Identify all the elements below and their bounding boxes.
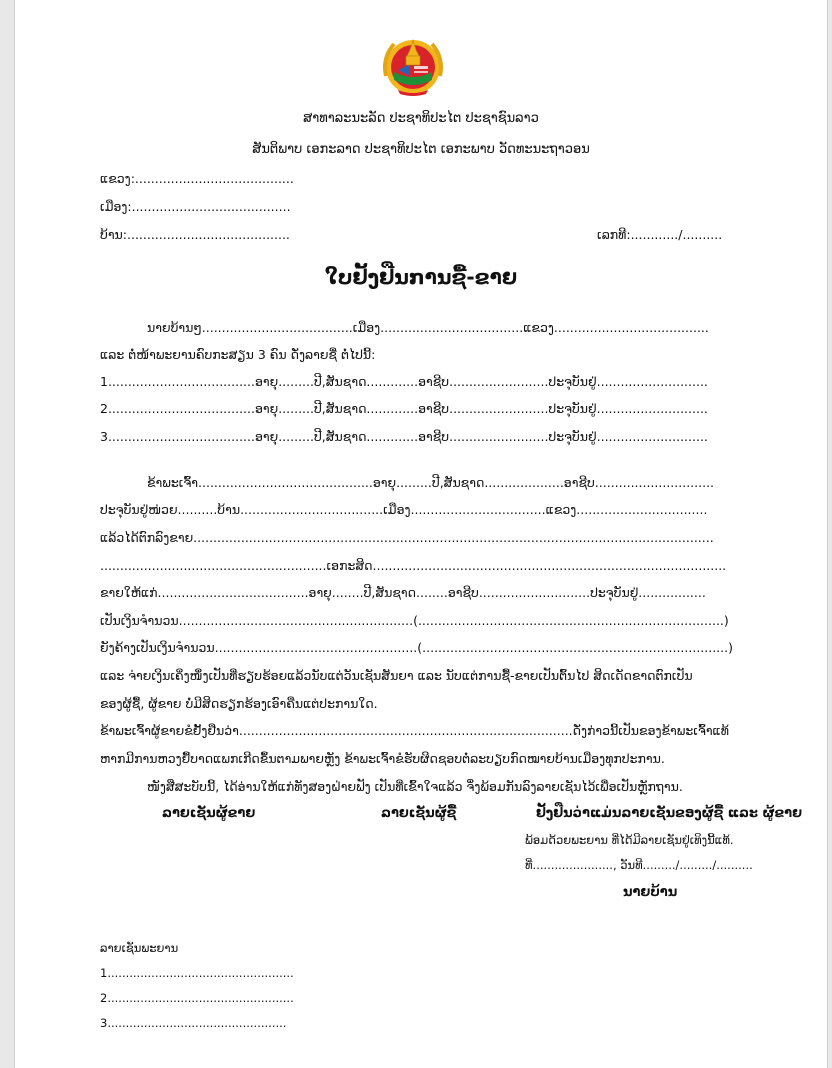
- balance-line: ຍັງຄ້າງເປັນເງິນຈຳນວນ...................................................(.............................................................................): [100, 640, 733, 655]
- witness-signature-line: 3.................................................: [100, 1016, 287, 1030]
- address-line: ປະຈຸບັນຢູ່ໜ່ວຍ..........ບ້ານ....................................ເມືອງ..................................ແຂວງ.................................: [100, 502, 708, 517]
- witness-signatures-label: ລາຍເຊັນພະຍານ: [100, 941, 179, 955]
- document-page: [14, 0, 828, 1068]
- buyer-line: ຂາຍໃຫ້ແກ່......................................ອາຍຸ........ປີ,ສັນຊາດ........ອາຊີບ............................ປະຈຸບັນຢູ່.................: [100, 585, 706, 600]
- area-line: .........................................................ເອກະສິດ.........................................................................................: [100, 558, 727, 573]
- witness-note: ພ້ອມດ້ວຍພະຍານ ທີ່ໄດ້ມີລາຍເຊັນຢູ່ເທິງນີ້ແທ້.: [525, 833, 734, 847]
- place-date-line: ທີ່......................, ວັນທີ........./........./..........: [525, 858, 753, 872]
- guarantee-line-1: ຂ້າພະເຈົ້າຜູ້ຂາຍຂໍຢັ້ງຢືນວ່າ....................................................................................ດັ່ງກ່າວນີ້ເປັນຂອງຂ້າພະເຈົ້າແທ້: [100, 723, 729, 738]
- buyer-signature-label: ລາຍເຊັນຜູ້ຊື້: [381, 806, 457, 821]
- intro-line-1: ນາຍບ້ານໆ......................................ເມືອງ....................................ແຂວງ.......................................: [147, 320, 709, 335]
- national-motto: ສັນຕິພາບ ເອກະລາດ ປະຊາທິປະໄຕ ເອກະພາບ ວັດທະນະຖາວອນ: [252, 142, 590, 157]
- witness-row: 2.....................................ອາຍຸ.........ປີ,ສັນຊາດ.............ອາຊີບ.........................ປະຈຸບັນຢູ່............................: [100, 401, 708, 416]
- witness-signature-line: 1...................................................: [100, 966, 294, 980]
- district-field: ເມືອງ:........................................: [100, 199, 291, 214]
- country-name: ສາທາລະນະລັດ ປະຊາທິປະໄຕ ປະຊາຊົນລາວ: [303, 111, 539, 126]
- certification-label: ຢັ້ງຢືນວ່າແມ່ນລາຍເຊັນຂອງຜູ້ຊື້ ແລະ ຜູ້ຂາຍ: [536, 806, 802, 821]
- guarantee-line-2: ຫາກມີການຫວງຍື້ບາດແພກເກີດຂຶ້ນຕາມພາຍຫຼັງ ຂ້າພະເຈົ້າຂໍຮັບຜິດຊອບຕໍ່ລະບຽບກົດໝາຍບ້ານເມືອງທຸກປະການ.: [100, 751, 665, 766]
- payment-line-1: ແລະ ຈ່າຍເງິນເຄິ່ງໜຶ່ງເປັນທີ່ຮຽບຮ້ອຍແລ້ວນັບແຕ່ວັນເຊັນສັນຍາ ແລະ ນັບແຕ່ການຊື້-ຂາຍເປັນຕົ້ນໄປ ສິດເດັດຂາດຕົກເປັນ: [100, 668, 693, 683]
- witness-row: 1.....................................ອາຍຸ.........ປີ,ສັນຊາດ.............ອາຊີບ.........................ປະຈຸບັນຢູ່............................: [100, 374, 708, 389]
- lao-emblem-icon: [380, 36, 446, 96]
- document-title: ໃບຢັ້ງຢືນການຊື້-ຂາຍ: [324, 265, 518, 289]
- seller-line: ຂ້າພະເຈົ້າ............................................ອາຍຸ.........ປີ,ສັນຊາດ....................ອາຊີບ..............................: [147, 475, 715, 490]
- price-line: ເປັນເງິນຈຳນວນ...........................................................(.............................................................................): [100, 613, 729, 628]
- witness-row: 3.....................................ອາຍຸ.........ປີ,ສັນຊາດ.............ອາຊີບ.........................ປະຈຸບັນຢູ່............................: [100, 429, 708, 444]
- witness-signature-line: 2...................................................: [100, 991, 294, 1005]
- seller-signature-label: ລາຍເຊັນຜູ້ຂາຍ: [162, 806, 256, 821]
- payment-line-2: ຂອງຜູ້ຊື້, ຜູ້ຂາຍ ບໍ່ມີສິດຮຽກຮ້ອງເອົາຄືນແຕ່ປະການໃດ.: [100, 696, 378, 711]
- province-field: ແຂວງ:........................................: [100, 171, 294, 186]
- village-field: ບ້ານ:.........................................: [100, 227, 290, 242]
- property-line: ແລ້ວໄດ້ຕົກລົງຂາຍ...................................................................................................................................: [100, 530, 714, 545]
- intro-line-2: ແລະ ຕໍ່ໜ້າພະຍານຄົບກະສຽນ 3 ຄົນ ດັ່ງລາຍຊື່ ຕໍ່ໄປນີ້:: [100, 347, 376, 362]
- village-chief-label: ນາຍບ້ານ: [623, 885, 678, 900]
- document-number: ເລກທີ:............/..........: [597, 227, 723, 242]
- closing-line: ໜັງສືສະບັບນີ້, ໄດ້ອ່ານໃຫ້ແກ່ທັງສອງຝ່າຍຟັງ ເປັນທີ່ເຂົ້າໃຈແລ້ວ ຈຶ່ງພ້ອມກັນລົງລາຍເຊັນໄວ້ເພື່ອເປັນຫຼັກຖານ.: [147, 779, 683, 794]
